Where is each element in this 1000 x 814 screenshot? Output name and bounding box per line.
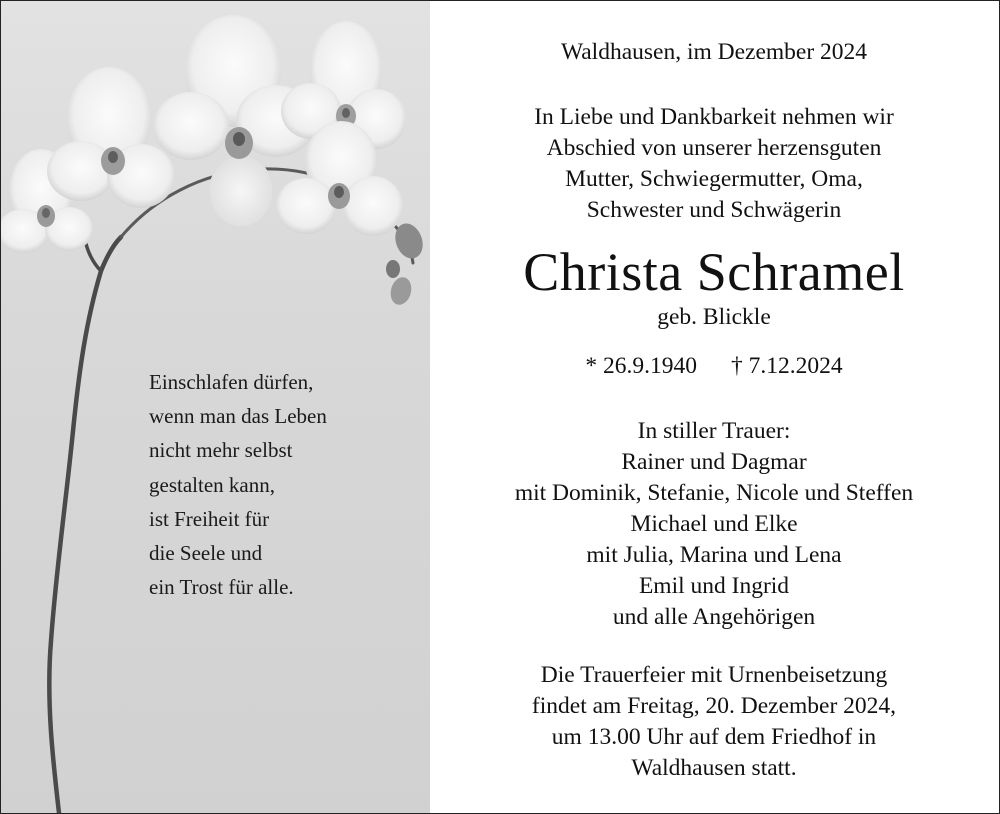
- service-line: Die Trauerfeier mit Urnenbeisetzung: [540, 662, 888, 688]
- intro-line: Abschied von unserer herzensguten: [546, 135, 882, 161]
- service-line: um 13.00 Uhr auf dem Friedhof in: [551, 724, 877, 750]
- mourners-line: Emil und Ingrid: [638, 573, 790, 599]
- service-line: Waldhausen statt.: [631, 755, 797, 781]
- birth-name: geb. Blickle: [657, 304, 771, 330]
- mourners-line: Michael und Elke: [630, 511, 798, 537]
- mourners-list: [430, 416, 998, 633]
- poem-line: die Seele und: [149, 541, 263, 566]
- poem-line: ist Freiheit für: [149, 506, 270, 531]
- mourners-line: mit Julia, Marina und Lena: [586, 542, 842, 568]
- service-info: [430, 660, 998, 784]
- poem-line: gestalten kann,: [149, 472, 275, 497]
- poem-line: ein Trost für alle.: [149, 575, 294, 600]
- poem-line: nicht mehr selbst: [149, 438, 293, 463]
- place-date: Waldhausen, im Dezember 2024: [560, 39, 868, 65]
- service-line: findet am Freitag, 20. Dezember 2024,: [531, 693, 897, 719]
- birth-date: * 26.9.1940: [585, 353, 697, 379]
- mourners-line: mit Dominik, Stefanie, Nicole und Steffen: [514, 480, 914, 506]
- poem-line: wenn man das Leben: [149, 404, 327, 429]
- deceased-name: Christa Schramel: [523, 242, 905, 302]
- life-dates: [430, 351, 998, 382]
- mourners-line: Rainer und Dagmar: [621, 449, 807, 475]
- mourners-line: In stiller Trauer:: [637, 418, 791, 444]
- death-date: † 7.12.2024: [731, 353, 843, 379]
- poem-line: Einschlafen dürfen,: [149, 370, 314, 394]
- notice-text-panel: [430, 0, 998, 812]
- intro-line: Schwester und Schwägerin: [586, 197, 842, 223]
- intro-line: In Liebe und Dankbarkeit nehmen wir: [534, 104, 894, 130]
- intro-text: [430, 102, 998, 226]
- mourners-line: und alle Angehörigen: [612, 604, 816, 630]
- orchid-image-panel: [1, 1, 430, 813]
- intro-line: Mutter, Schwiegermutter, Oma,: [565, 166, 863, 192]
- poem: [149, 365, 327, 604]
